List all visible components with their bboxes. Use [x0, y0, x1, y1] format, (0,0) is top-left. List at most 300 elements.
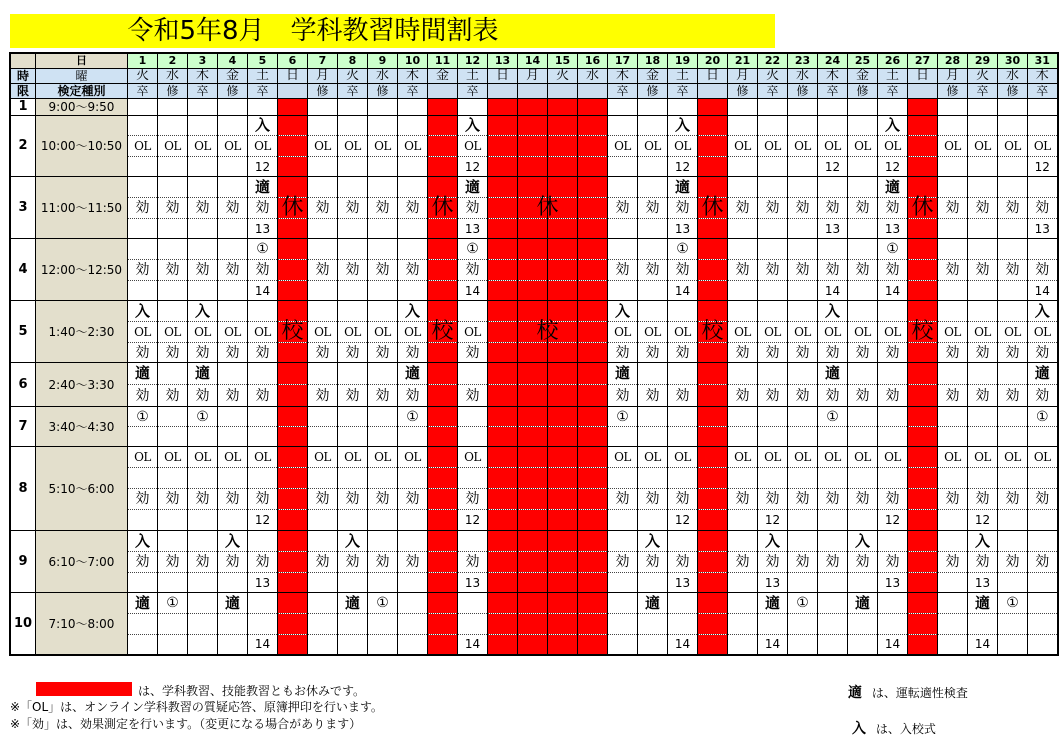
- schedule-cell: OL: [128, 322, 158, 343]
- closed-legend-swatch: [36, 682, 132, 696]
- schedule-cell: [788, 98, 818, 115]
- schedule-cell: [368, 218, 398, 239]
- schedule-cell: [908, 385, 938, 407]
- schedule-cell: 効: [998, 552, 1028, 573]
- schedule-cell: [938, 593, 968, 614]
- exam-type: 卒: [818, 83, 848, 98]
- schedule-cell: 効: [218, 260, 248, 281]
- schedule-cell: [938, 510, 968, 531]
- schedule-cell: [308, 634, 338, 655]
- period-row: [10, 634, 1058, 655]
- schedule-cell: [638, 156, 668, 177]
- schedule-cell: [188, 115, 218, 136]
- schedule-cell: [938, 468, 968, 489]
- schedule-cell: ①: [998, 593, 1028, 614]
- period-row: [10, 427, 1058, 447]
- schedule-cell: [488, 407, 518, 427]
- schedule-cell: [848, 510, 878, 531]
- schedule-cell: 効: [788, 260, 818, 281]
- schedule-cell: [758, 177, 788, 198]
- day-number: 31: [1028, 53, 1058, 68]
- schedule-cell: [998, 177, 1028, 198]
- schedule-cell: [308, 115, 338, 136]
- schedule-cell: [578, 218, 608, 239]
- period-number: 4: [10, 239, 36, 301]
- schedule-cell: 効: [1028, 342, 1058, 363]
- schedule-cell: OL: [818, 322, 848, 343]
- schedule-cell: OL: [398, 322, 428, 343]
- schedule-cell: [488, 363, 518, 385]
- schedule-cell: 12: [818, 156, 848, 177]
- schedule-cell: 効: [668, 489, 698, 510]
- schedule-cell: [728, 593, 758, 614]
- schedule-cell: [698, 385, 728, 407]
- schedule-cell: OL: [758, 447, 788, 468]
- schedule-cell: [578, 614, 608, 635]
- schedule-cell: 入: [878, 115, 908, 136]
- schedule-cell: [188, 593, 218, 614]
- schedule-cell: [428, 447, 458, 468]
- schedule-cell: [698, 468, 728, 489]
- schedule-cell: [308, 572, 338, 593]
- schedule-cell: [998, 427, 1028, 447]
- day-of-week: 土: [458, 68, 488, 83]
- schedule-cell: [428, 593, 458, 614]
- schedule-cell: 効: [968, 260, 998, 281]
- schedule-cell: [308, 531, 338, 552]
- schedule-cell: [818, 177, 848, 198]
- schedule-cell: [368, 572, 398, 593]
- schedule-cell: [698, 489, 728, 510]
- schedule-cell: [908, 634, 938, 655]
- schedule-cell: [548, 239, 578, 260]
- schedule-cell: [938, 280, 968, 301]
- exam-type: 卒: [128, 83, 158, 98]
- schedule-cell: 効: [728, 198, 758, 219]
- schedule-cell: 効: [968, 552, 998, 573]
- schedule-cell: [638, 218, 668, 239]
- day-number: 4: [218, 53, 248, 68]
- schedule-cell: [368, 363, 398, 385]
- schedule-cell: [698, 614, 728, 635]
- schedule-cell: [458, 407, 488, 427]
- schedule-cell: [548, 614, 578, 635]
- schedule-cell: [758, 98, 788, 115]
- period-time: 12:00〜12:50: [36, 239, 128, 301]
- schedule-cell: [878, 614, 908, 635]
- schedule-cell: 効: [338, 342, 368, 363]
- schedule-cell: 効: [188, 489, 218, 510]
- schedule-cell: [938, 407, 968, 427]
- schedule-cell: [308, 614, 338, 635]
- schedule-cell: [368, 510, 398, 531]
- schedule-cell: [158, 98, 188, 115]
- exam-type: 卒: [968, 83, 998, 98]
- schedule-cell: 効: [128, 342, 158, 363]
- exam-type: 卒: [608, 83, 638, 98]
- schedule-cell: [578, 239, 608, 260]
- schedule-cell: [248, 301, 278, 322]
- schedule-cell: [938, 239, 968, 260]
- schedule-cell: [908, 363, 938, 385]
- schedule-cell: [158, 280, 188, 301]
- schedule-cell: [908, 614, 938, 635]
- schedule-cell: [998, 239, 1028, 260]
- schedule-cell: [878, 468, 908, 489]
- schedule-cell: 効: [848, 198, 878, 219]
- schedule-cell: 効: [788, 385, 818, 407]
- schedule-cell: [518, 260, 548, 281]
- schedule-cell: [188, 427, 218, 447]
- schedule-cell: [218, 614, 248, 635]
- day-of-week: 金: [848, 68, 878, 83]
- schedule-cell: [188, 280, 218, 301]
- schedule-cell: 効: [758, 385, 788, 407]
- schedule-cell: [788, 301, 818, 322]
- schedule-cell: [998, 115, 1028, 136]
- schedule-cell: [968, 98, 998, 115]
- day-number: 29: [968, 53, 998, 68]
- schedule-cell: [728, 115, 758, 136]
- schedule-cell: [218, 572, 248, 593]
- schedule-cell: 適: [128, 593, 158, 614]
- schedule-cell: 効: [938, 342, 968, 363]
- schedule-cell: [488, 552, 518, 573]
- header-time-label: 時: [10, 68, 36, 83]
- schedule-cell: 入: [128, 301, 158, 322]
- schedule-cell: 効: [608, 552, 638, 573]
- schedule-cell: 12: [878, 156, 908, 177]
- schedule-cell: [428, 98, 458, 115]
- schedule-cell: [248, 407, 278, 427]
- schedule-cell: [128, 468, 158, 489]
- schedule-cell: [428, 115, 458, 136]
- schedule-cell: 効: [638, 260, 668, 281]
- schedule-cell: [218, 156, 248, 177]
- schedule-cell: 12: [668, 510, 698, 531]
- schedule-cell: 適: [218, 593, 248, 614]
- schedule-cell: ①: [398, 407, 428, 427]
- schedule-cell: [998, 301, 1028, 322]
- schedule-cell: 効: [878, 342, 908, 363]
- schedule-cell: [818, 115, 848, 136]
- closed-legend-text: は、学科教習、技能教習ともお休みです。: [138, 684, 366, 698]
- nyu-legend: [852, 718, 936, 738]
- schedule-cell: [368, 407, 398, 427]
- schedule-cell: [368, 468, 398, 489]
- schedule-cell: 効: [668, 385, 698, 407]
- day-number: 21: [728, 53, 758, 68]
- schedule-cell: [158, 363, 188, 385]
- schedule-cell: [938, 98, 968, 115]
- schedule-cell: OL: [938, 447, 968, 468]
- schedule-cell: [638, 468, 668, 489]
- schedule-cell: [248, 427, 278, 447]
- schedule-cell: [128, 115, 158, 136]
- schedule-cell: OL: [638, 136, 668, 157]
- period-time: 11:00〜11:50: [36, 177, 128, 239]
- schedule-cell: [308, 156, 338, 177]
- schedule-cell: OL: [158, 322, 188, 343]
- schedule-cell: [638, 115, 668, 136]
- schedule-cell: OL: [968, 447, 998, 468]
- schedule-cell: 入: [128, 531, 158, 552]
- schedule-cell: [608, 115, 638, 136]
- schedule-cell: [488, 260, 518, 281]
- schedule-cell: [698, 572, 728, 593]
- day-of-week: 土: [878, 68, 908, 83]
- schedule-cell: 12: [758, 510, 788, 531]
- schedule-cell: OL: [158, 136, 188, 157]
- schedule-cell: 効: [368, 342, 398, 363]
- schedule-cell: [428, 218, 458, 239]
- schedule-cell: 効: [758, 260, 788, 281]
- exam-type: [578, 83, 608, 98]
- schedule-cell: [398, 468, 428, 489]
- schedule-cell: 効: [188, 385, 218, 407]
- schedule-cell: [188, 98, 218, 115]
- schedule-cell: [878, 531, 908, 552]
- schedule-cell: [368, 614, 398, 635]
- schedule-cell: OL: [728, 447, 758, 468]
- schedule-cell: [758, 407, 788, 427]
- schedule-cell: [428, 468, 458, 489]
- schedule-cell: [578, 342, 608, 363]
- schedule-cell: 効: [938, 489, 968, 510]
- schedule-cell: 効: [788, 489, 818, 510]
- schedule-cell: [608, 239, 638, 260]
- schedule-cell: [188, 531, 218, 552]
- schedule-cell: [548, 510, 578, 531]
- schedule-cell: [638, 510, 668, 531]
- period-row: [10, 342, 1058, 363]
- schedule-cell: [848, 177, 878, 198]
- day-number: 11: [428, 53, 458, 68]
- schedule-cell: OL: [608, 136, 638, 157]
- exam-type: 修: [638, 83, 668, 98]
- day-number: 5: [248, 53, 278, 68]
- schedule-cell: 13: [1028, 218, 1058, 239]
- schedule-cell: 効: [608, 385, 638, 407]
- schedule-cell: [368, 531, 398, 552]
- schedule-cell: OL: [218, 136, 248, 157]
- schedule-cell: [698, 239, 728, 260]
- schedule-cell: [908, 552, 938, 573]
- schedule-cell: [848, 218, 878, 239]
- schedule-cell: OL: [1028, 322, 1058, 343]
- schedule-cell: ①: [368, 593, 398, 614]
- schedule-cell: [968, 407, 998, 427]
- day-number: 18: [638, 53, 668, 68]
- schedule-cell: [758, 363, 788, 385]
- schedule-cell: 入: [458, 115, 488, 136]
- day-of-week: 火: [968, 68, 998, 83]
- schedule-cell: 効: [398, 489, 428, 510]
- schedule-cell: 効: [188, 260, 218, 281]
- schedule-cell: 効: [758, 489, 788, 510]
- schedule-cell: 効: [368, 552, 398, 573]
- day-of-week: 木: [188, 68, 218, 83]
- schedule-cell: 効: [848, 342, 878, 363]
- schedule-cell: [818, 427, 848, 447]
- exam-type: 卒: [458, 83, 488, 98]
- day-number: 22: [758, 53, 788, 68]
- schedule-cell: [218, 280, 248, 301]
- schedule-cell: 効: [368, 489, 398, 510]
- schedule-cell: [578, 489, 608, 510]
- schedule-cell: [518, 239, 548, 260]
- exam-type: [908, 83, 938, 98]
- schedule-cell: 14: [668, 280, 698, 301]
- exam-type: [698, 83, 728, 98]
- schedule-cell: [248, 531, 278, 552]
- schedule-cell: [128, 427, 158, 447]
- schedule-cell: OL: [848, 322, 878, 343]
- schedule-cell: [158, 427, 188, 447]
- schedule-cell: 適: [458, 177, 488, 198]
- schedule-cell: [278, 468, 308, 489]
- schedule-cell: [908, 98, 938, 115]
- schedule-cell: [128, 98, 158, 115]
- schedule-cell: [188, 468, 218, 489]
- schedule-cell: [998, 510, 1028, 531]
- schedule-cell: [818, 239, 848, 260]
- schedule-cell: [668, 301, 698, 322]
- schedule-cell: [848, 156, 878, 177]
- day-of-week: 金: [218, 68, 248, 83]
- schedule-cell: [848, 115, 878, 136]
- schedule-cell: 効: [338, 489, 368, 510]
- schedule-cell: [518, 489, 548, 510]
- schedule-cell: 適: [128, 363, 158, 385]
- schedule-cell: 14: [248, 634, 278, 655]
- schedule-cell: [608, 593, 638, 614]
- schedule-cell: [578, 634, 608, 655]
- schedule-cell: [308, 98, 338, 115]
- schedule-cell: OL: [188, 322, 218, 343]
- schedule-cell: [278, 260, 308, 281]
- schedule-cell: [488, 385, 518, 407]
- day-number: 3: [188, 53, 218, 68]
- schedule-cell: [338, 177, 368, 198]
- schedule-cell: OL: [728, 322, 758, 343]
- schedule-cell: [788, 115, 818, 136]
- schedule-cell: [458, 593, 488, 614]
- schedule-cell: [428, 385, 458, 407]
- schedule-cell: [848, 239, 878, 260]
- schedule-cell: [608, 218, 638, 239]
- schedule-cell: 入: [758, 531, 788, 552]
- schedule-cell: [518, 342, 548, 363]
- schedule-cell: [308, 593, 338, 614]
- schedule-cell: [488, 98, 518, 115]
- schedule-cell: 14: [458, 634, 488, 655]
- schedule-cell: 13: [668, 572, 698, 593]
- schedule-cell: [548, 634, 578, 655]
- schedule-cell: [668, 593, 698, 614]
- schedule-cell: 効: [248, 552, 278, 573]
- schedule-cell: [578, 385, 608, 407]
- schedule-cell: 14: [878, 280, 908, 301]
- schedule-cell: 効: [188, 342, 218, 363]
- schedule-cell: [818, 531, 848, 552]
- schedule-cell: [908, 239, 938, 260]
- day-of-week: 水: [368, 68, 398, 83]
- schedule-cell: [548, 468, 578, 489]
- schedule-cell: 効: [128, 552, 158, 573]
- schedule-cell: 効: [728, 385, 758, 407]
- period-time: 3:40〜4:30: [36, 407, 128, 447]
- schedule-cell: [488, 572, 518, 593]
- schedule-cell: [758, 301, 788, 322]
- schedule-cell: [668, 363, 698, 385]
- schedule-cell: [488, 136, 518, 157]
- schedule-cell: ①: [188, 407, 218, 427]
- schedule-cell: 効: [638, 342, 668, 363]
- schedule-cell: [488, 614, 518, 635]
- schedule-cell: 効: [338, 260, 368, 281]
- schedule-cell: [158, 614, 188, 635]
- schedule-cell: [548, 98, 578, 115]
- period-row: [10, 98, 1058, 115]
- schedule-cell: OL: [398, 447, 428, 468]
- schedule-cell: 効: [218, 342, 248, 363]
- schedule-cell: [638, 98, 668, 115]
- schedule-cell: OL: [818, 136, 848, 157]
- exam-type: 卒: [248, 83, 278, 98]
- day-number: 26: [878, 53, 908, 68]
- schedule-cell: [698, 407, 728, 427]
- schedule-cell: [188, 177, 218, 198]
- schedule-cell: [608, 572, 638, 593]
- schedule-cell: [278, 593, 308, 614]
- schedule-cell: [488, 342, 518, 363]
- period-number: 6: [10, 363, 36, 407]
- period-row: [10, 489, 1058, 510]
- schedule-cell: [578, 447, 608, 468]
- teki-legend: [848, 682, 968, 702]
- schedule-cell: [698, 342, 728, 363]
- schedule-cell: [428, 572, 458, 593]
- schedule-cell: [158, 407, 188, 427]
- schedule-cell: OL: [608, 322, 638, 343]
- schedule-cell: [698, 510, 728, 531]
- schedule-cell: OL: [758, 322, 788, 343]
- schedule-cell: [278, 239, 308, 260]
- schedule-cell: 効: [818, 198, 848, 219]
- schedule-cell: [398, 115, 428, 136]
- schedule-cell: [248, 593, 278, 614]
- day-number: 25: [848, 53, 878, 68]
- schedule-cell: [758, 115, 788, 136]
- schedule-cell: 効: [938, 198, 968, 219]
- schedule-cell: 12: [878, 510, 908, 531]
- schedule-cell: 効: [1028, 385, 1058, 407]
- schedule-cell: 効: [638, 552, 668, 573]
- schedule-cell: [908, 115, 938, 136]
- closed-kou-label: 校: [281, 318, 304, 344]
- schedule-cell: 効: [848, 552, 878, 573]
- schedule-cell: OL: [848, 136, 878, 157]
- schedule-cell: [548, 136, 578, 157]
- schedule-cell: [128, 218, 158, 239]
- schedule-cell: [338, 407, 368, 427]
- schedule-cell: 効: [968, 385, 998, 407]
- day-number: 28: [938, 53, 968, 68]
- schedule-cell: [578, 510, 608, 531]
- schedule-cell: [668, 98, 698, 115]
- schedule-cell: [968, 177, 998, 198]
